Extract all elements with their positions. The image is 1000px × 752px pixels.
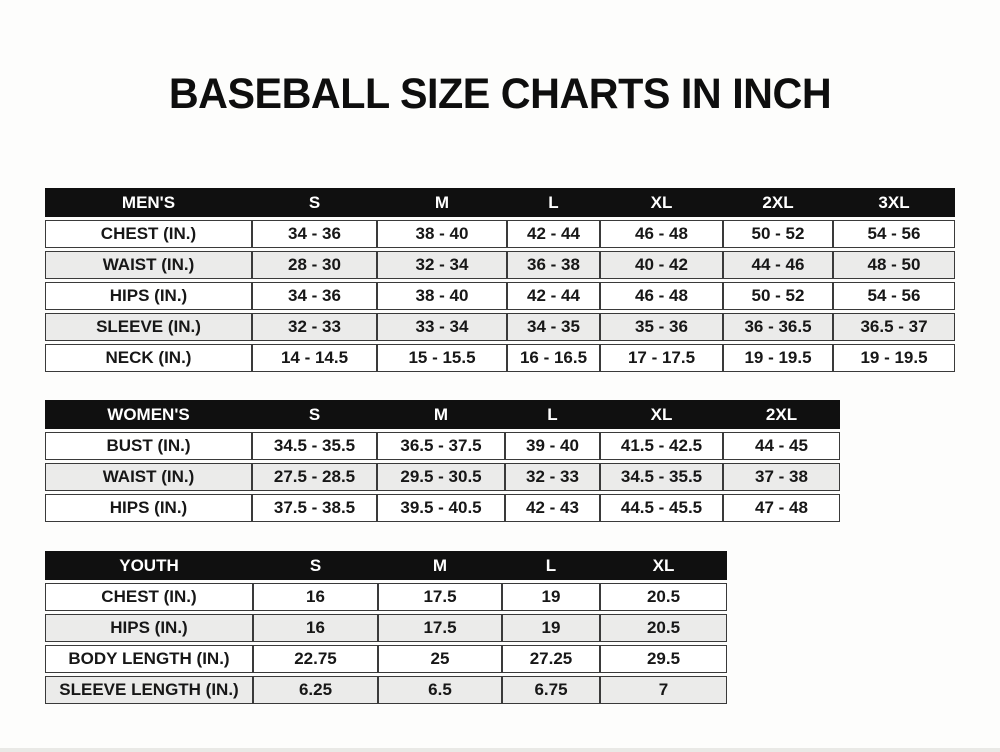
measurement-label: CHEST (IN.) bbox=[45, 220, 252, 248]
size-value: 39.5 - 40.5 bbox=[377, 494, 505, 522]
size-value: 46 - 48 bbox=[600, 282, 723, 310]
measurement-label: NECK (IN.) bbox=[45, 344, 252, 372]
table-header-row bbox=[45, 551, 727, 580]
table-row bbox=[45, 614, 727, 642]
table-row bbox=[45, 251, 955, 279]
table-row bbox=[45, 220, 955, 248]
size-value: 19 - 19.5 bbox=[723, 344, 833, 372]
size-value: 6.75 bbox=[502, 676, 600, 704]
measurement-label: HIPS (IN.) bbox=[45, 494, 252, 522]
size-value: 34.5 - 35.5 bbox=[252, 432, 377, 460]
page-title: BASEBALL SIZE CHARTS IN INCH bbox=[168, 70, 832, 118]
measurement-label: SLEEVE (IN.) bbox=[45, 313, 252, 341]
size-value: 19 - 19.5 bbox=[833, 344, 955, 372]
table-row bbox=[45, 463, 840, 491]
size-value: 17.5 bbox=[378, 583, 502, 611]
size-value: 47 - 48 bbox=[723, 494, 840, 522]
size-value: 34 - 36 bbox=[252, 220, 377, 248]
size-value: 16 bbox=[253, 614, 378, 642]
size-value: 35 - 36 bbox=[600, 313, 723, 341]
measurement-label: WAIST (IN.) bbox=[45, 251, 252, 279]
size-value: 36.5 - 37.5 bbox=[377, 432, 505, 460]
size-value: 50 - 52 bbox=[723, 220, 833, 248]
size-value: 54 - 56 bbox=[833, 220, 955, 248]
measurement-label: BUST (IN.) bbox=[45, 432, 252, 460]
size-value: 27.5 - 28.5 bbox=[252, 463, 377, 491]
youth-size-table bbox=[45, 548, 727, 707]
measurement-label: SLEEVE LENGTH (IN.) bbox=[45, 676, 253, 704]
size-value: 42 - 43 bbox=[505, 494, 600, 522]
size-value: 42 - 44 bbox=[507, 220, 600, 248]
size-value: 25 bbox=[378, 645, 502, 673]
size-value: 17 - 17.5 bbox=[600, 344, 723, 372]
size-value: 20.5 bbox=[600, 614, 727, 642]
size-value: 48 - 50 bbox=[833, 251, 955, 279]
table-header-row bbox=[45, 188, 955, 217]
size-value: 29.5 - 30.5 bbox=[377, 463, 505, 491]
measurement-label: CHEST (IN.) bbox=[45, 583, 253, 611]
size-value: 16 - 16.5 bbox=[507, 344, 600, 372]
size-column-header: 3XL bbox=[833, 188, 955, 217]
size-column-header: XL bbox=[600, 551, 727, 580]
scan-edge-artifact bbox=[0, 748, 1000, 752]
size-value: 39 - 40 bbox=[505, 432, 600, 460]
mens-size-table bbox=[45, 185, 955, 375]
size-value: 40 - 42 bbox=[600, 251, 723, 279]
size-value: 15 - 15.5 bbox=[377, 344, 507, 372]
measurement-label: HIPS (IN.) bbox=[45, 614, 253, 642]
size-value: 16 bbox=[253, 583, 378, 611]
table-row bbox=[45, 282, 955, 310]
size-value: 32 - 33 bbox=[505, 463, 600, 491]
table-row bbox=[45, 676, 727, 704]
size-value: 33 - 34 bbox=[377, 313, 507, 341]
size-column-header: S bbox=[252, 400, 377, 429]
table-title-cell: YOUTH bbox=[45, 551, 253, 580]
size-column-header: 2XL bbox=[723, 188, 833, 217]
size-column-header: L bbox=[507, 188, 600, 217]
size-value: 29.5 bbox=[600, 645, 727, 673]
size-value: 32 - 34 bbox=[377, 251, 507, 279]
table-title-cell: MEN'S bbox=[45, 188, 252, 217]
table-row bbox=[45, 344, 955, 372]
measurement-label: WAIST (IN.) bbox=[45, 463, 252, 491]
size-column-header: M bbox=[377, 188, 507, 217]
size-column-header: XL bbox=[600, 400, 723, 429]
size-value: 46 - 48 bbox=[600, 220, 723, 248]
size-value: 38 - 40 bbox=[377, 282, 507, 310]
size-value: 36 - 38 bbox=[507, 251, 600, 279]
table-row bbox=[45, 645, 727, 673]
table-row bbox=[45, 313, 955, 341]
measurement-label: BODY LENGTH (IN.) bbox=[45, 645, 253, 673]
table-title-cell: WOMEN'S bbox=[45, 400, 252, 429]
size-value: 38 - 40 bbox=[377, 220, 507, 248]
size-value: 44 - 46 bbox=[723, 251, 833, 279]
size-value: 34 - 36 bbox=[252, 282, 377, 310]
size-column-header: M bbox=[378, 551, 502, 580]
size-value: 34.5 - 35.5 bbox=[600, 463, 723, 491]
table-row bbox=[45, 432, 840, 460]
size-value: 14 - 14.5 bbox=[252, 344, 377, 372]
size-value: 37 - 38 bbox=[723, 463, 840, 491]
table-row bbox=[45, 494, 840, 522]
size-value: 28 - 30 bbox=[252, 251, 377, 279]
womens-size-table bbox=[45, 397, 840, 525]
measurement-label: HIPS (IN.) bbox=[45, 282, 252, 310]
size-value: 20.5 bbox=[600, 583, 727, 611]
size-column-header: M bbox=[377, 400, 505, 429]
table-row bbox=[45, 583, 727, 611]
size-value: 36 - 36.5 bbox=[723, 313, 833, 341]
size-value: 7 bbox=[600, 676, 727, 704]
size-value: 36.5 - 37 bbox=[833, 313, 955, 341]
size-value: 41.5 - 42.5 bbox=[600, 432, 723, 460]
size-value: 17.5 bbox=[378, 614, 502, 642]
size-value: 32 - 33 bbox=[252, 313, 377, 341]
size-value: 54 - 56 bbox=[833, 282, 955, 310]
size-column-header: S bbox=[252, 188, 377, 217]
size-value: 19 bbox=[502, 583, 600, 611]
size-value: 22.75 bbox=[253, 645, 378, 673]
size-value: 44.5 - 45.5 bbox=[600, 494, 723, 522]
size-value: 6.25 bbox=[253, 676, 378, 704]
size-value: 50 - 52 bbox=[723, 282, 833, 310]
size-value: 19 bbox=[502, 614, 600, 642]
size-column-header: L bbox=[505, 400, 600, 429]
table-header-row bbox=[45, 400, 840, 429]
size-value: 27.25 bbox=[502, 645, 600, 673]
size-value: 44 - 45 bbox=[723, 432, 840, 460]
size-column-header: S bbox=[253, 551, 378, 580]
size-column-header: 2XL bbox=[723, 400, 840, 429]
size-column-header: L bbox=[502, 551, 600, 580]
size-value: 37.5 - 38.5 bbox=[252, 494, 377, 522]
size-value: 42 - 44 bbox=[507, 282, 600, 310]
size-value: 6.5 bbox=[378, 676, 502, 704]
size-value: 34 - 35 bbox=[507, 313, 600, 341]
size-column-header: XL bbox=[600, 188, 723, 217]
